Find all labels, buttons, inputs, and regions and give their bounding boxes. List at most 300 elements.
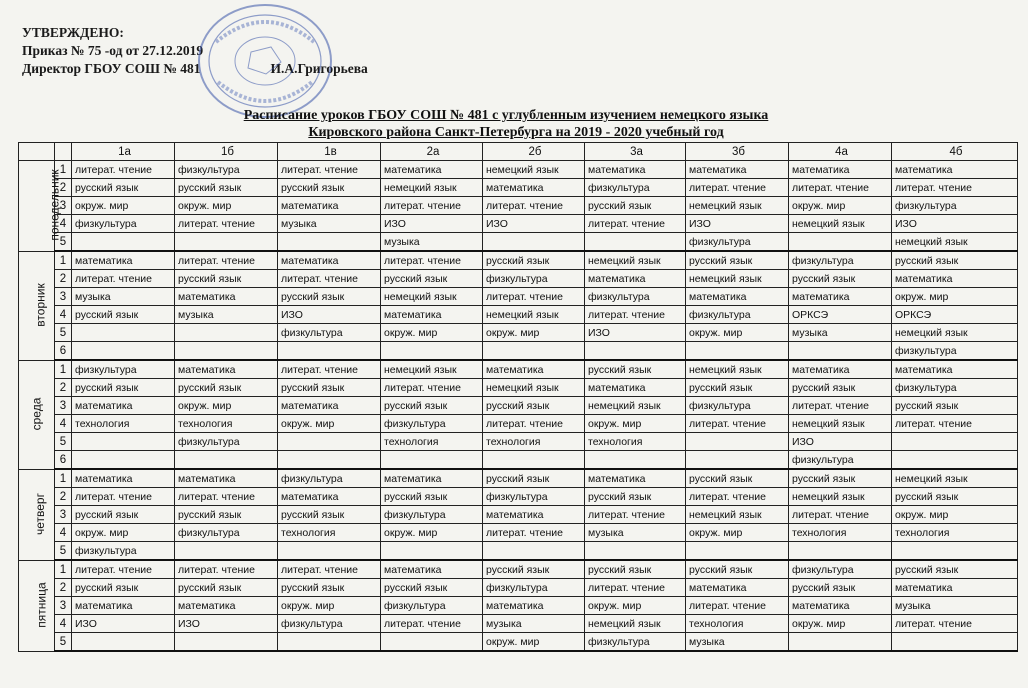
lesson-cell: музыка [789, 324, 892, 342]
lesson-cell: окруж. мир [72, 197, 175, 215]
schedule-title-line1: Расписание уроков ГБОУ СОШ № 481 с углубленным изучением немецкого языка [243, 108, 769, 123]
lesson-cell: музыка [686, 633, 789, 652]
lesson-cell: немецкий язык [483, 379, 585, 397]
lesson-cell [278, 542, 381, 561]
lesson-cell: литерат. чтение [585, 506, 686, 524]
lesson-cell: русский язык [686, 379, 789, 397]
lesson-cell: технология [585, 433, 686, 451]
lesson-cell: окруж. мир [789, 197, 892, 215]
lesson-cell: русский язык [278, 506, 381, 524]
lesson-row [19, 451, 1018, 470]
lesson-cell [892, 542, 1018, 561]
lesson-cell: литерат. чтение [72, 270, 175, 288]
lesson-cell: физкультура [483, 270, 585, 288]
lesson-cell: ОРКСЭ [892, 306, 1018, 324]
lesson-cell: русский язык [278, 579, 381, 597]
header-corner [19, 143, 55, 161]
lesson-number: 5 [55, 233, 72, 252]
lesson-cell [72, 324, 175, 342]
lesson-cell: русский язык [278, 179, 381, 197]
lesson-cell: ИЗО [72, 615, 175, 633]
lesson-row [19, 379, 1018, 397]
class-header-7: 3б [686, 143, 789, 161]
lesson-cell [381, 342, 483, 361]
lesson-cell: русский язык [483, 251, 585, 270]
day-label-cell [19, 469, 55, 560]
lesson-cell: литерат. чтение [381, 251, 483, 270]
lesson-cell: физкультура [483, 579, 585, 597]
lesson-cell: русский язык [892, 488, 1018, 506]
lesson-cell: литерат. чтение [483, 524, 585, 542]
lesson-cell: русский язык [381, 488, 483, 506]
lesson-cell [892, 451, 1018, 470]
lesson-number: 5 [55, 633, 72, 652]
lesson-cell: ИЗО [381, 215, 483, 233]
lesson-cell: русский язык [483, 397, 585, 415]
lesson-row [19, 488, 1018, 506]
lesson-cell: литерат. чтение [789, 506, 892, 524]
lesson-cell: физкультура [381, 506, 483, 524]
lesson-cell [72, 451, 175, 470]
lesson-cell: немецкий язык [892, 233, 1018, 252]
lesson-cell: математика [483, 179, 585, 197]
lesson-cell: немецкий язык [381, 179, 483, 197]
lesson-cell: окруж. мир [585, 597, 686, 615]
lesson-cell: окруж. мир [175, 397, 278, 415]
lesson-cell: немецкий язык [892, 324, 1018, 342]
school-stamp-seal [196, 2, 334, 120]
lesson-cell [483, 233, 585, 252]
lesson-cell: окруж. мир [278, 597, 381, 615]
lesson-row [19, 397, 1018, 415]
lesson-cell: окруж. мир [585, 415, 686, 433]
lesson-cell: окруж. мир [892, 506, 1018, 524]
lesson-cell [72, 633, 175, 652]
class-header-9: 4б [892, 143, 1018, 161]
lesson-cell: литерат. чтение [585, 215, 686, 233]
lesson-cell: русский язык [483, 560, 585, 579]
lesson-cell: русский язык [789, 579, 892, 597]
lesson-cell: технология [686, 615, 789, 633]
class-header-3: 1в [278, 143, 381, 161]
lesson-cell: математика [278, 251, 381, 270]
lesson-cell: немецкий язык [789, 215, 892, 233]
lesson-row [19, 579, 1018, 597]
lesson-cell: русский язык [686, 469, 789, 488]
lesson-cell: математика [585, 379, 686, 397]
lesson-cell: литерат. чтение [278, 270, 381, 288]
lesson-cell: математика [585, 469, 686, 488]
lesson-cell: математика [892, 161, 1018, 179]
lesson-cell: математика [381, 469, 483, 488]
class-header-2: 1б [175, 143, 278, 161]
lesson-cell: окруж. мир [483, 633, 585, 652]
lesson-cell: музыка [892, 597, 1018, 615]
lesson-cell: русский язык [381, 397, 483, 415]
lesson-cell [686, 433, 789, 451]
lesson-row [19, 560, 1018, 579]
lesson-cell: литерат. чтение [381, 615, 483, 633]
lesson-cell: математика [789, 597, 892, 615]
lesson-row [19, 615, 1018, 633]
lesson-cell: немецкий язык [789, 488, 892, 506]
lesson-row [19, 633, 1018, 652]
lesson-cell [789, 542, 892, 561]
lesson-cell: физкультура [892, 197, 1018, 215]
lesson-row [19, 306, 1018, 324]
lesson-cell: физкультура [483, 488, 585, 506]
lesson-cell: ИЗО [789, 433, 892, 451]
class-header-6: 3а [585, 143, 686, 161]
lesson-cell [72, 233, 175, 252]
lesson-cell: окруж. мир [278, 415, 381, 433]
lesson-cell: окруж. мир [175, 197, 278, 215]
lesson-cell: ИЗО [175, 615, 278, 633]
lesson-cell: окруж. мир [483, 324, 585, 342]
lesson-cell: русский язык [585, 488, 686, 506]
lesson-cell: литерат. чтение [278, 161, 381, 179]
lesson-cell [175, 233, 278, 252]
lesson-cell: технология [72, 415, 175, 433]
lesson-cell: литерат. чтение [686, 597, 789, 615]
lesson-cell: русский язык [892, 251, 1018, 270]
lesson-cell: русский язык [72, 506, 175, 524]
schedule-title-line2: Кировского района Санкт-Петербурга на 2019 - 2020 учебный год [308, 125, 724, 140]
lesson-cell: литерат. чтение [686, 179, 789, 197]
lesson-cell: литерат. чтение [892, 179, 1018, 197]
lesson-cell: ИЗО [585, 324, 686, 342]
lesson-cell: физкультура [175, 433, 278, 451]
class-header-4: 2а [381, 143, 483, 161]
lesson-cell: литерат. чтение [278, 360, 381, 379]
lesson-number: 3 [55, 197, 72, 215]
header-corner [55, 143, 72, 161]
lesson-cell: математика [789, 161, 892, 179]
lesson-number: 6 [55, 451, 72, 470]
lesson-cell: русский язык [278, 288, 381, 306]
lesson-cell [789, 233, 892, 252]
lesson-cell: математика [278, 197, 381, 215]
lesson-cell: литерат. чтение [892, 615, 1018, 633]
lesson-number: 1 [55, 469, 72, 488]
lesson-cell [72, 433, 175, 451]
lesson-cell: немецкий язык [585, 251, 686, 270]
lesson-number: 4 [55, 306, 72, 324]
lesson-row [19, 433, 1018, 451]
lesson-cell: немецкий язык [892, 469, 1018, 488]
lesson-cell: математика [175, 360, 278, 379]
approved-heading: УТВЕРЖДЕНО: [22, 25, 124, 40]
lesson-cell: физкультура [72, 542, 175, 561]
lesson-row [19, 179, 1018, 197]
class-header-5: 2б [483, 143, 585, 161]
lesson-cell [72, 342, 175, 361]
lesson-cell: литерат. чтение [175, 251, 278, 270]
lesson-cell: технология [789, 524, 892, 542]
lesson-cell: литерат. чтение [175, 560, 278, 579]
lesson-row [19, 197, 1018, 215]
lesson-cell: физкультура [381, 415, 483, 433]
day-label-cell [19, 360, 55, 469]
lesson-cell: математика [892, 270, 1018, 288]
lesson-cell: математика [585, 161, 686, 179]
lesson-cell [278, 233, 381, 252]
lesson-cell: технология [483, 433, 585, 451]
lesson-cell [585, 451, 686, 470]
day-name: вторник [33, 283, 48, 327]
lesson-number: 4 [55, 215, 72, 233]
lesson-cell: окруж. мир [789, 615, 892, 633]
lesson-cell [686, 542, 789, 561]
lesson-number: 4 [55, 615, 72, 633]
lesson-cell: физкультура [686, 306, 789, 324]
lesson-cell: русский язык [175, 179, 278, 197]
lesson-cell: литерат. чтение [585, 579, 686, 597]
lesson-cell: физкультура [892, 379, 1018, 397]
lesson-cell: математика [72, 469, 175, 488]
lesson-cell: литерат. чтение [72, 161, 175, 179]
lesson-cell: русский язык [789, 379, 892, 397]
lesson-cell: математика [686, 579, 789, 597]
lesson-cell: математика [381, 306, 483, 324]
lesson-cell: математика [175, 469, 278, 488]
lesson-number: 5 [55, 324, 72, 342]
lesson-cell [686, 342, 789, 361]
lesson-cell: физкультура [686, 233, 789, 252]
lesson-cell: русский язык [892, 397, 1018, 415]
lesson-cell: немецкий язык [585, 397, 686, 415]
lesson-cell: математика [381, 560, 483, 579]
lesson-cell: ИЗО [892, 215, 1018, 233]
lesson-cell [175, 324, 278, 342]
lesson-cell [278, 342, 381, 361]
lesson-cell: ОРКСЭ [789, 306, 892, 324]
order-line: Приказ № 75 -од от 27.12.2019 [22, 43, 204, 58]
lesson-number: 2 [55, 579, 72, 597]
lesson-cell: литерат. чтение [278, 560, 381, 579]
lesson-cell [892, 433, 1018, 451]
lesson-cell [278, 633, 381, 652]
lesson-cell: русский язык [892, 560, 1018, 579]
lesson-cell [278, 433, 381, 451]
lesson-cell: математика [175, 288, 278, 306]
lesson-cell: немецкий язык [686, 506, 789, 524]
lesson-cell: математика [72, 397, 175, 415]
lesson-cell: математика [483, 360, 585, 379]
lesson-number: 6 [55, 342, 72, 361]
lesson-row [19, 415, 1018, 433]
lesson-cell: окруж. мир [381, 524, 483, 542]
lesson-number: 1 [55, 360, 72, 379]
lesson-cell: литерат. чтение [789, 397, 892, 415]
lesson-cell: окруж. мир [686, 324, 789, 342]
lesson-number: 1 [55, 560, 72, 579]
lesson-cell: физкультура [278, 469, 381, 488]
lesson-cell [483, 542, 585, 561]
lesson-cell: музыка [72, 288, 175, 306]
lesson-cell: математика [585, 270, 686, 288]
lesson-cell: русский язык [72, 579, 175, 597]
lesson-cell: физкультура [72, 360, 175, 379]
class-header-row [19, 143, 1018, 161]
day-label-cell [19, 251, 55, 360]
lesson-cell: музыка [585, 524, 686, 542]
lesson-cell: русский язык [175, 506, 278, 524]
lesson-number: 2 [55, 379, 72, 397]
lesson-cell: русский язык [483, 469, 585, 488]
lesson-number: 5 [55, 433, 72, 451]
lesson-cell: физкультура [175, 161, 278, 179]
lesson-cell [278, 451, 381, 470]
lesson-cell: музыка [483, 615, 585, 633]
lesson-cell: русский язык [789, 469, 892, 488]
lesson-cell [585, 342, 686, 361]
lesson-cell: русский язык [175, 379, 278, 397]
lesson-cell: немецкий язык [686, 270, 789, 288]
lesson-number: 1 [55, 251, 72, 270]
lesson-cell: окруж. мир [892, 288, 1018, 306]
lesson-row [19, 524, 1018, 542]
lesson-cell: литерат. чтение [585, 306, 686, 324]
lesson-cell: технология [892, 524, 1018, 542]
lesson-cell [789, 633, 892, 652]
lesson-cell: русский язык [585, 197, 686, 215]
lesson-row [19, 342, 1018, 361]
lesson-number: 1 [55, 161, 72, 179]
lesson-cell: физкультура [175, 524, 278, 542]
lesson-cell: литерат. чтение [175, 215, 278, 233]
lesson-cell: математика [789, 288, 892, 306]
director-label: Директор ГБОУ СОШ № 481 [22, 61, 201, 76]
lesson-number: 3 [55, 597, 72, 615]
lesson-cell [175, 451, 278, 470]
lesson-cell: русский язык [585, 360, 686, 379]
lesson-cell: физкультура [585, 179, 686, 197]
lesson-cell: русский язык [72, 379, 175, 397]
lesson-cell: музыка [175, 306, 278, 324]
lesson-cell: немецкий язык [686, 197, 789, 215]
class-header-8: 4а [789, 143, 892, 161]
lesson-cell: технология [175, 415, 278, 433]
lesson-cell [585, 542, 686, 561]
lesson-cell [686, 451, 789, 470]
lesson-cell: физкультура [789, 251, 892, 270]
lesson-cell: математика [72, 597, 175, 615]
lesson-cell: русский язык [72, 306, 175, 324]
lesson-cell [175, 633, 278, 652]
lesson-cell: технология [381, 433, 483, 451]
day-label-cell [19, 560, 55, 651]
lesson-row [19, 324, 1018, 342]
lesson-cell: физкультура [381, 597, 483, 615]
lesson-row [19, 360, 1018, 379]
day-name: понедельник [47, 169, 62, 241]
lesson-cell: немецкий язык [381, 288, 483, 306]
lesson-cell [789, 342, 892, 361]
lesson-cell: технология [278, 524, 381, 542]
lesson-row [19, 597, 1018, 615]
lesson-cell: русский язык [381, 579, 483, 597]
lesson-cell: немецкий язык [483, 306, 585, 324]
lesson-row [19, 469, 1018, 488]
lesson-cell: русский язык [686, 251, 789, 270]
lesson-row [19, 270, 1018, 288]
day-name: пятница [34, 582, 49, 628]
lesson-cell: немецкий язык [381, 360, 483, 379]
lesson-cell: окруж. мир [381, 324, 483, 342]
lesson-cell: физкультура [585, 288, 686, 306]
day-name: четверг [33, 493, 47, 535]
lesson-cell: русский язык [72, 179, 175, 197]
lesson-cell: физкультура [789, 451, 892, 470]
lesson-cell [892, 633, 1018, 652]
lesson-cell: ИЗО [278, 306, 381, 324]
lesson-cell: литерат. чтение [686, 415, 789, 433]
lesson-cell [381, 633, 483, 652]
director-name: И.А.Григорьева [270, 61, 368, 76]
lesson-cell: окруж. мир [72, 524, 175, 542]
lesson-cell [483, 451, 585, 470]
lesson-cell: литерат. чтение [175, 488, 278, 506]
lesson-cell: математика [686, 161, 789, 179]
lesson-row [19, 288, 1018, 306]
lesson-row [19, 233, 1018, 252]
lesson-cell: литерат. чтение [789, 179, 892, 197]
lesson-cell: физкультура [278, 324, 381, 342]
lesson-row [19, 506, 1018, 524]
lesson-row [19, 161, 1018, 179]
lesson-number: 2 [55, 270, 72, 288]
lesson-cell: русский язык [585, 560, 686, 579]
lesson-cell: русский язык [278, 379, 381, 397]
lesson-cell: физкультура [278, 615, 381, 633]
lesson-cell: музыка [278, 215, 381, 233]
lesson-cell [175, 542, 278, 561]
lesson-number: 4 [55, 415, 72, 433]
lesson-cell: немецкий язык [686, 360, 789, 379]
lesson-cell [175, 342, 278, 361]
lesson-cell [585, 233, 686, 252]
class-header-1: 1а [72, 143, 175, 161]
lesson-cell: математика [278, 488, 381, 506]
lesson-number: 2 [55, 179, 72, 197]
lesson-cell: литерат. чтение [483, 288, 585, 306]
lesson-cell: литерат. чтение [381, 197, 483, 215]
lesson-cell: физкультура [789, 560, 892, 579]
lesson-cell: математика [892, 579, 1018, 597]
lesson-cell: ИЗО [686, 215, 789, 233]
lesson-cell: немецкий язык [789, 415, 892, 433]
lesson-cell: литерат. чтение [892, 415, 1018, 433]
lesson-number: 2 [55, 488, 72, 506]
lesson-cell: физкультура [686, 397, 789, 415]
lesson-cell: окруж. мир [686, 524, 789, 542]
lesson-cell: литерат. чтение [381, 379, 483, 397]
lesson-number: 3 [55, 397, 72, 415]
lesson-cell: математика [789, 360, 892, 379]
lesson-cell: ИЗО [483, 215, 585, 233]
lesson-cell: физкультура [72, 215, 175, 233]
lesson-cell: литерат. чтение [72, 560, 175, 579]
lesson-cell: литерат. чтение [483, 197, 585, 215]
lesson-number: 3 [55, 506, 72, 524]
lesson-cell [381, 451, 483, 470]
lesson-cell: математика [381, 161, 483, 179]
lesson-cell: математика [483, 597, 585, 615]
lesson-cell: математика [72, 251, 175, 270]
lesson-cell: музыка [381, 233, 483, 252]
day-name: среда [29, 397, 44, 431]
